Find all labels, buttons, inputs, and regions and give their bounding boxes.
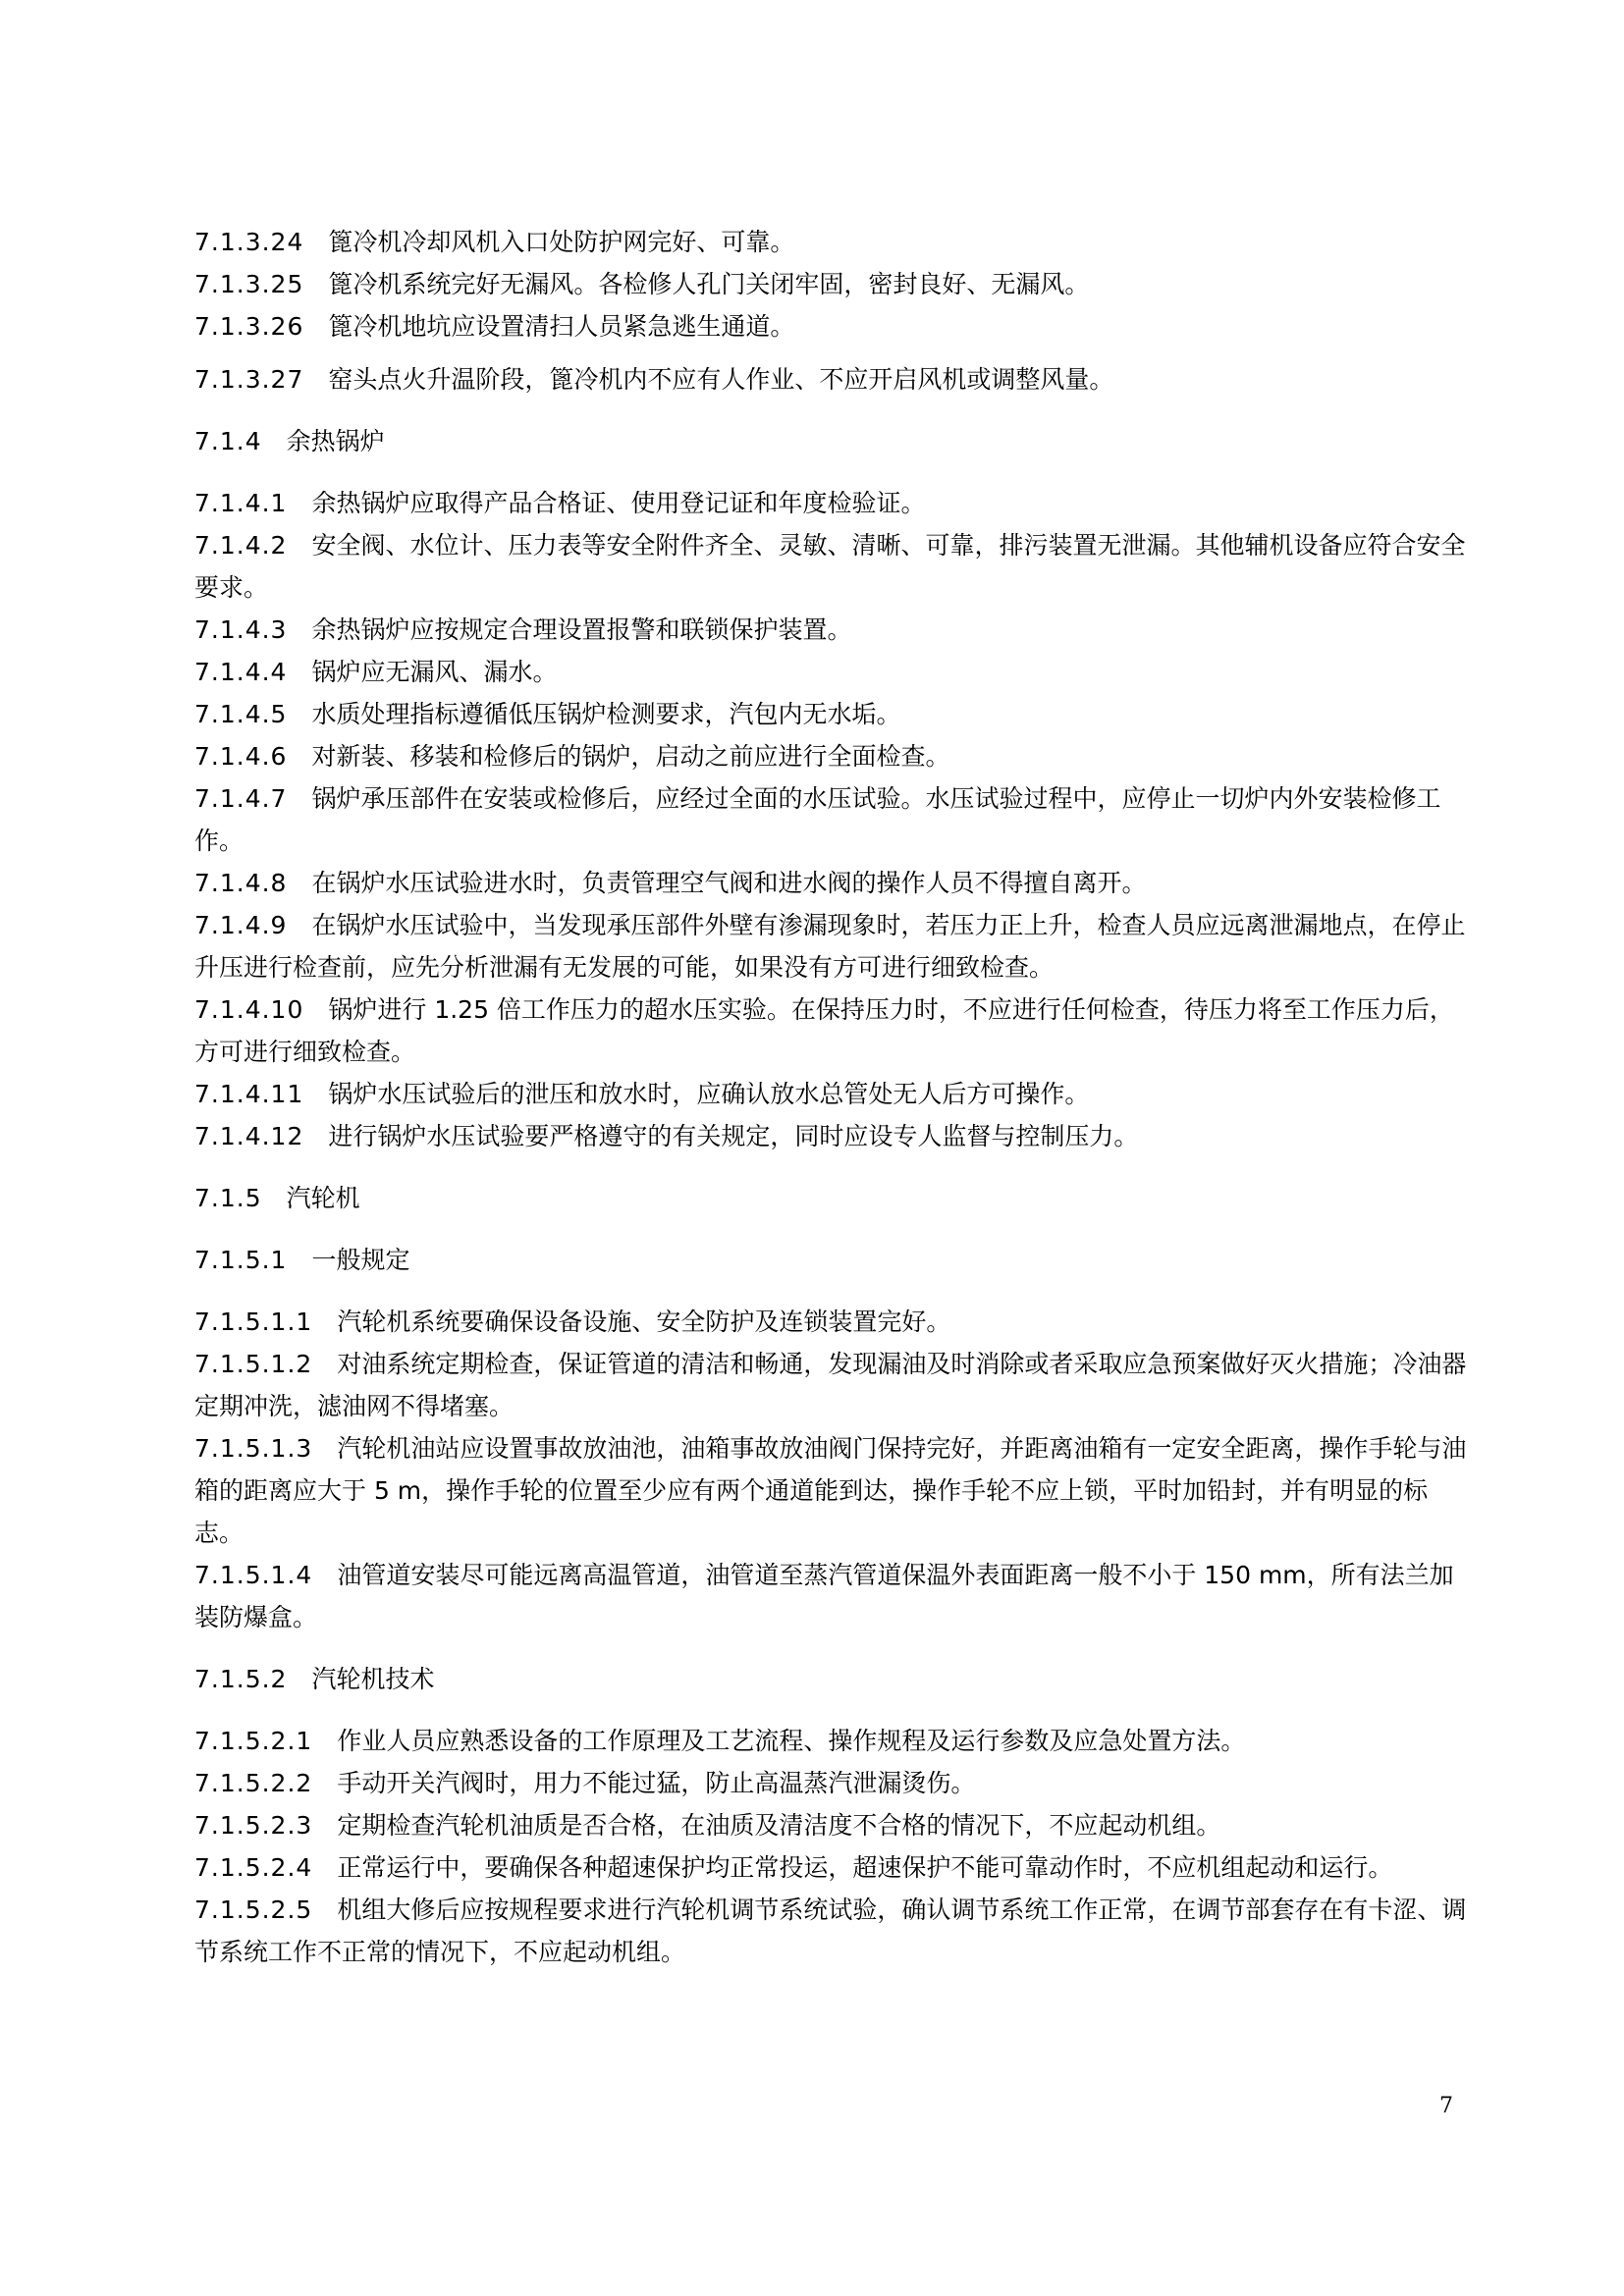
clause-7-1-5-2-1: 7.1.5.2.1 作业人员应熟悉设备的工作原理及工艺流程、操作规程及运行参数及应急处置方法。	[194, 1727, 1246, 1755]
clause-7-1-3-24: 7.1.3.24 篦冷机冷却风机入口处防护网完好、可靠。	[194, 228, 795, 256]
clause-7-1-4-2: 7.1.4.2 安全阀、水位计、压力表等安全附件齐全、灵敏、清晰、可靠，排污装置无泄漏。其他辅机设备应符合安全要求。	[194, 531, 1466, 602]
clause-7-1-5-1-1: 7.1.5.1.1 汽轮机系统要确保设备设施、安全防护及连锁装置完好。	[194, 1308, 951, 1336]
clause-7-1-5-2-3: 7.1.5.2.3 定期检查汽轮机油质是否合格，在油质及清洁度不合格的情况下，不应起动机组。	[194, 1811, 1221, 1840]
clause-7-1-5-2-5: 7.1.5.2.5 机组大修后应按规程要求进行汽轮机调节系统试验，确认调节系统工作正常，在调节部套存在有卡涩、调节系统工作不正常的情况下，不应起动机组。	[194, 1896, 1467, 1966]
clause-7-1-4-3: 7.1.4.3 余热锅炉应按规定合理设置报警和联锁保护装置。	[194, 615, 852, 644]
clause-7-1-5-2-2: 7.1.5.2.2 手动开关汽阀时，用力不能过猛，防止高温蒸汽泄漏烫伤。	[194, 1769, 976, 1797]
clause-7-1-4-10: 7.1.4.10 锅炉进行 1.25 倍工作压力的超水压实验。在保持压力时，不应进行任何检查，待压力将至工作压力后，方可进行细致检查。	[194, 995, 1454, 1066]
clause-7-1-4-8: 7.1.4.8 在锅炉水压试验进水时，负责管理空气阀和进水阀的操作人员不得擅自离开。	[194, 869, 1147, 897]
section-heading-7-1-5-2: 7.1.5.2 汽轮机技术	[194, 1665, 435, 1693]
section-heading-7-1-4: 7.1.4 余热锅炉	[194, 427, 385, 455]
clause-7-1-3-26: 7.1.3.26 篦冷机地坑应设置清扫人员紧急逃生通道。	[194, 312, 795, 341]
clause-7-1-3-25: 7.1.3.25 篦冷机系统完好无漏风。各检修人孔门关闭牢固，密封良好、无漏风。	[194, 270, 1090, 298]
clause-7-1-5-1-4: 7.1.5.1.4 油管道安装尽可能远离高温管道，油管道至蒸汽管道保温外表面距离一般不小于 150 mm，所有法兰加装防爆盒。	[194, 1561, 1454, 1631]
clause-7-1-4-4: 7.1.4.4 锅炉应无漏风、漏水。	[194, 658, 558, 686]
section-heading-7-1-5-1: 7.1.5.1 一般规定	[194, 1246, 410, 1274]
clause-7-1-4-1: 7.1.4.1 余热锅炉应取得产品合格证、使用登记证和年度检验证。	[194, 489, 926, 517]
document-body	[194, 221, 1471, 1973]
clause-7-1-5-1-2: 7.1.5.1.2 对油系统定期检查，保证管道的清洁和畅通，发现漏油及时消除或者采取应急预案做好灭火措施；冷油器定期冲洗，滤油网不得堵塞。	[194, 1350, 1467, 1420]
section-heading-7-1-5: 7.1.5 汽轮机	[194, 1184, 360, 1212]
clause-7-1-4-9: 7.1.4.9 在锅炉水压试验中，当发现承压部件外壁有渗漏现象时，若压力正上升，检查人员应远离泄漏地点，在停止升压进行检查前，应先分析泄漏有无发展的可能，如果没有方可进行细致检查。	[194, 911, 1466, 982]
clause-7-1-5-2-4: 7.1.5.2.4 正常运行中，要确保各种超速保护均正常投运，超速保护不能可靠动作时，不应机组起动和运行。	[194, 1853, 1393, 1882]
clause-7-1-4-7: 7.1.4.7 锅炉承压部件在安装或检修后，应经过全面的水压试验。水压试验过程中，应停止一切炉内外安装检修工作。	[194, 784, 1441, 855]
clause-7-1-4-12: 7.1.4.12 进行锅炉水压试验要严格遵守的有关规定，同时应设专人监督与控制压力。	[194, 1122, 1139, 1150]
clause-7-1-3-27: 7.1.3.27 窑头点火升温阶段，篦冷机内不应有人作业、不应开启风机或调整风量。	[194, 365, 1114, 394]
clause-7-1-4-5: 7.1.4.5 水质处理指标遵循低压锅炉检测要求，汽包内无水垢。	[194, 700, 901, 728]
clause-7-1-4-11: 7.1.4.11 锅炉水压试验后的泄压和放水时，应确认放水总管处无人后方可操作。	[194, 1080, 1090, 1108]
clause-7-1-5-1-3: 7.1.5.1.3 汽轮机油站应设置事故放油池，油箱事故放油阀门保持完好，并距离油箱有一定安全距离，操作手轮与油箱的距离应大于 5 m，操作手轮的位置至少应有两个通道能到达，操作手轮不应上锁，平时加铅封，并有明显的标志。	[194, 1434, 1467, 1547]
clause-7-1-4-6: 7.1.4.6 对新装、移装和检修后的锅炉，启动之前应进行全面检查。	[194, 742, 950, 771]
page-number: 7	[1439, 2094, 1453, 2118]
